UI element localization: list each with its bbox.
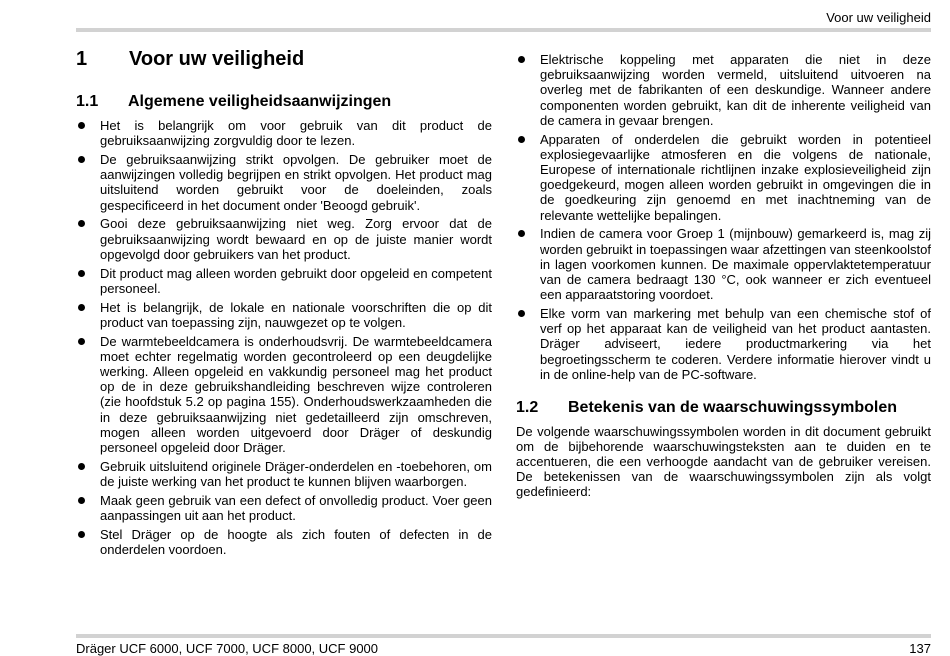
list-item: Stel Dräger op de hoogte als zich fouten of defecten in de onderdelen voordoen. (76, 527, 492, 557)
list-item: De warmtebeeldcamera is onderhoudsvrij. De warmtebeeldcamera moet echter regelmatig worden gecontroleerd op een deugdelijke werking. Alleen opgeleid en vakkundig personeel mag het product op de in deze gebruikshandleiding beschreven wijze controleren (zie hoofdstuk 5.2 op pagina 155). Onderhoudswerkzaamheden die in deze gebruiksaanwijzing niet gedetailleerd zijn omschreven, mogen alleen worden uitgevoerd door Dräger of deskundig personeel opgeleid door Dräger. (76, 334, 492, 456)
section-heading-1-1 (76, 94, 492, 114)
footer-rule (76, 634, 931, 638)
footer-product-name: Dräger UCF 6000, UCF 7000, UCF 8000, UCF 9000 (76, 641, 379, 656)
list-item: Indien de camera voor Groep 1 (mijnbouw) gemarkeerd is, mag zij worden gebruikt in toepassingen waar afzettingen van steenkoolstof in lagen voorkomen kunnen. De maximale oppervlaktetemperatuur van de camera bedraagt 130 °C, ook wanneer er zich eventueel een apparaatstoring voordoet. (516, 226, 931, 302)
section-number: 1.1 (76, 93, 99, 110)
running-header: Voor uw veiligheid (826, 10, 931, 25)
list-item: Dit product mag alleen worden gebruikt door opgeleid en competent personeel. (76, 266, 492, 296)
section-heading-1-2 (516, 400, 931, 420)
list-item: Maak geen gebruik van een defect of onvolledig product. Voer geen aanpassingen uit aan het product. (76, 493, 492, 523)
list-item: De gebruiksaanwijzing strikt opvolgen. De gebruiker moet de aanwijzingen volledig begrijpen en strikt opvolgen. Het product mag uitsluitend worden gebruikt voor de doeleinden, zoals gespecificeerd in het document onder 'Beoogd gebruik'. (76, 152, 492, 213)
right-column (516, 52, 931, 500)
section-title: Betekenis van de waarschuwingssymbolen (568, 398, 898, 416)
list-item: Het is belangrijk om voor gebruik van dit product de gebruiksaanwijzing zorgvuldig door te lezen. (76, 118, 492, 148)
list-item: Elektrische koppeling met apparaten die niet in deze gebruiksaanwijzing worden vermeld, uitsluitend uitvoeren na overleg met de fabrikanten of een deskundige. Wanneer andere componenten worden gebruikt, kan dit de inherente veiligheid van de camera in gevaar brengen. (516, 52, 931, 128)
list-item: Het is belangrijk, de lokale en nationale voorschriften die op dit product van toepassing zijn, nauwgezet op te volgen. (76, 300, 492, 330)
list-item: Gebruik uitsluitend originele Dräger-onderdelen en -toebehoren, om de juiste werking van het product te kunnen blijven waarborgen. (76, 459, 492, 489)
chapter-title: Voor uw veiligheid (129, 48, 305, 70)
list-item: Gooi deze gebruiksaanwijzing niet weg. Zorg ervoor dat de gebruiksaanwijzing wordt bewaard en op de juiste manier wordt opgevolgd door gebruikers van het product. (76, 216, 492, 262)
chapter-heading (76, 48, 492, 78)
safety-instructions-list-continued (516, 52, 931, 382)
section-paragraph: De volgende waarschuwingssymbolen worden in dit document gebruikt om de bijbehorende waarschuwingsteksten aan te duiden en te accentueren, die een verhoogde aandacht van de gebruiker vereisen. De betekenissen van de waarschuwingssymbolen zijn als volgt gedefinieerd: (516, 423, 931, 500)
list-item: Apparaten of onderdelen die gebruikt worden in potentieel explosiegevaarlijke atmosferen en die volgens de nationale, Europese of internationale richtlijnen inzake explosieveiligheid zijn goedgekeurd, mogen alleen worden gebruikt in omgevingen die in de goedkeuring zijn genoemd en met inachtneming van de relevante wettelijke bepalingen. (516, 132, 931, 223)
section-number: 1.2 (516, 398, 539, 416)
list-item: Elke vorm van markering met behulp van een chemische stof of verf op het apparaat kan de veiligheid van het product aantasten. Dräger adviseert, iedere productmarkering via het begroetingsscherm te coderen. Verdere informatie hierover vindt u in de online-help van de PC-software. (516, 306, 931, 382)
safety-instructions-list (76, 118, 492, 557)
left-column (76, 48, 492, 561)
chapter-number: 1 (76, 48, 88, 70)
page-number: 137 (909, 641, 931, 656)
header-rule (76, 28, 931, 32)
section-title: Algemene veiligheidsaanwijzingen (128, 93, 392, 110)
